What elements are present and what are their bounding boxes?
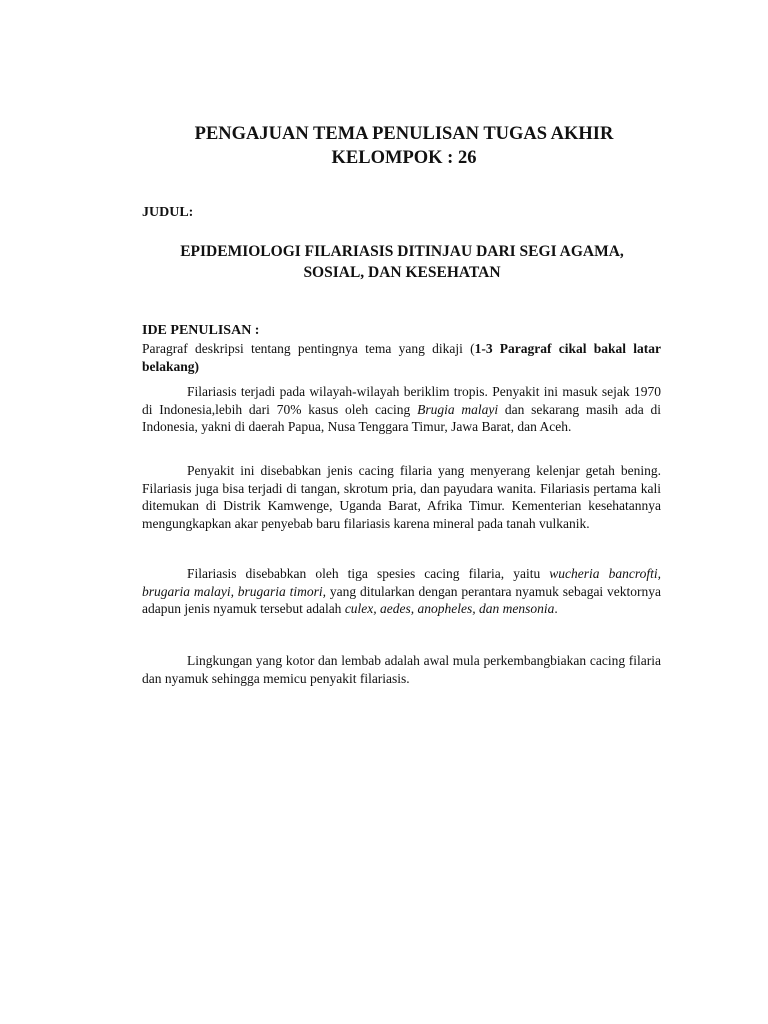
paragraph-4-text: Lingkungan yang kotor dan lembab adalah awal mula perkembangbiakan cacing filaria dan nyamuk sehingga memicu penyakit filariasis. [142, 653, 661, 686]
thesis-title-line-2: SOSIAL, DAN KESEHATAN [303, 264, 501, 281]
document-header [0, 122, 768, 170]
paragraph-2-text: Penyakit ini disebabkan jenis cacing filaria yang menyerang kelenjar getah bening. Filariasis juga bisa terjadi di tangan, skrotum pria, dan payudara wanita. Filariasis pertama kali ditemukan di Distrik Kamwenge, Uganda Barat, Afrika Timur. Kementerian kesehatannya mengungkapkan akar penyebab baru filariasis karena mineral pada tanah vulkanik. [142, 463, 661, 531]
thesis-title-line-1: EPIDEMIOLOGI FILARIASIS DITINJAU DARI SEGI AGAMA, [180, 243, 624, 260]
ide-intro-text: Paragraf deskripsi tentang pentingnya tema yang dikaji ( [142, 341, 475, 356]
header-line-2: KELOMPOK : 26 [331, 148, 477, 168]
paragraph-1 [142, 383, 661, 436]
paragraph-3-text-c: yang ditularkan dengan perantara nyamuk sebagai vektornya adapun jenis nyamuk tersebut adalah [142, 583, 662, 617]
paragraph-2 [142, 462, 661, 532]
paragraph-1-species: Brugia malayi [417, 401, 499, 417]
paragraph-3-text-e: . [554, 601, 558, 617]
judul-label: JUDUL: [142, 205, 194, 220]
paragraph-1-text-a: Filariasis terjadi pada wilayah-wilayah beriklim tropis. Penyakit ini masuk sejak 1970 di Indonesia,lebih dari 70% kasus oleh cacing [142, 384, 661, 417]
paragraph-3-species: wucheria bancrofti, brugaria malayi, brugaria timori, [142, 566, 661, 599]
paragraph-3-text-a: Filariasis disebabkan oleh tiga spesies cacing filaria, yaitu [187, 566, 550, 581]
ide-intro [142, 340, 661, 375]
header-line-1: PENGAJUAN TEMA PENULISAN TUGAS AKHIR [194, 124, 614, 144]
thesis-title [142, 241, 662, 283]
paragraph-4 [142, 652, 661, 687]
paragraph-3 [142, 565, 661, 618]
paragraph-3-mosquitoes: culex, aedes, anopheles, dan mensonia [344, 601, 555, 617]
ide-intro-bold: 1-3 Paragraf cikal bakal latar belakang) [142, 341, 662, 374]
paragraph-1-text-c: dan sekarang masih ada di Indonesia, yakni di daerah Papua, Nusa Tenggara Timur, Jawa Barat, dan Aceh. [142, 401, 661, 435]
ide-label: IDE PENULISAN : [142, 323, 260, 338]
